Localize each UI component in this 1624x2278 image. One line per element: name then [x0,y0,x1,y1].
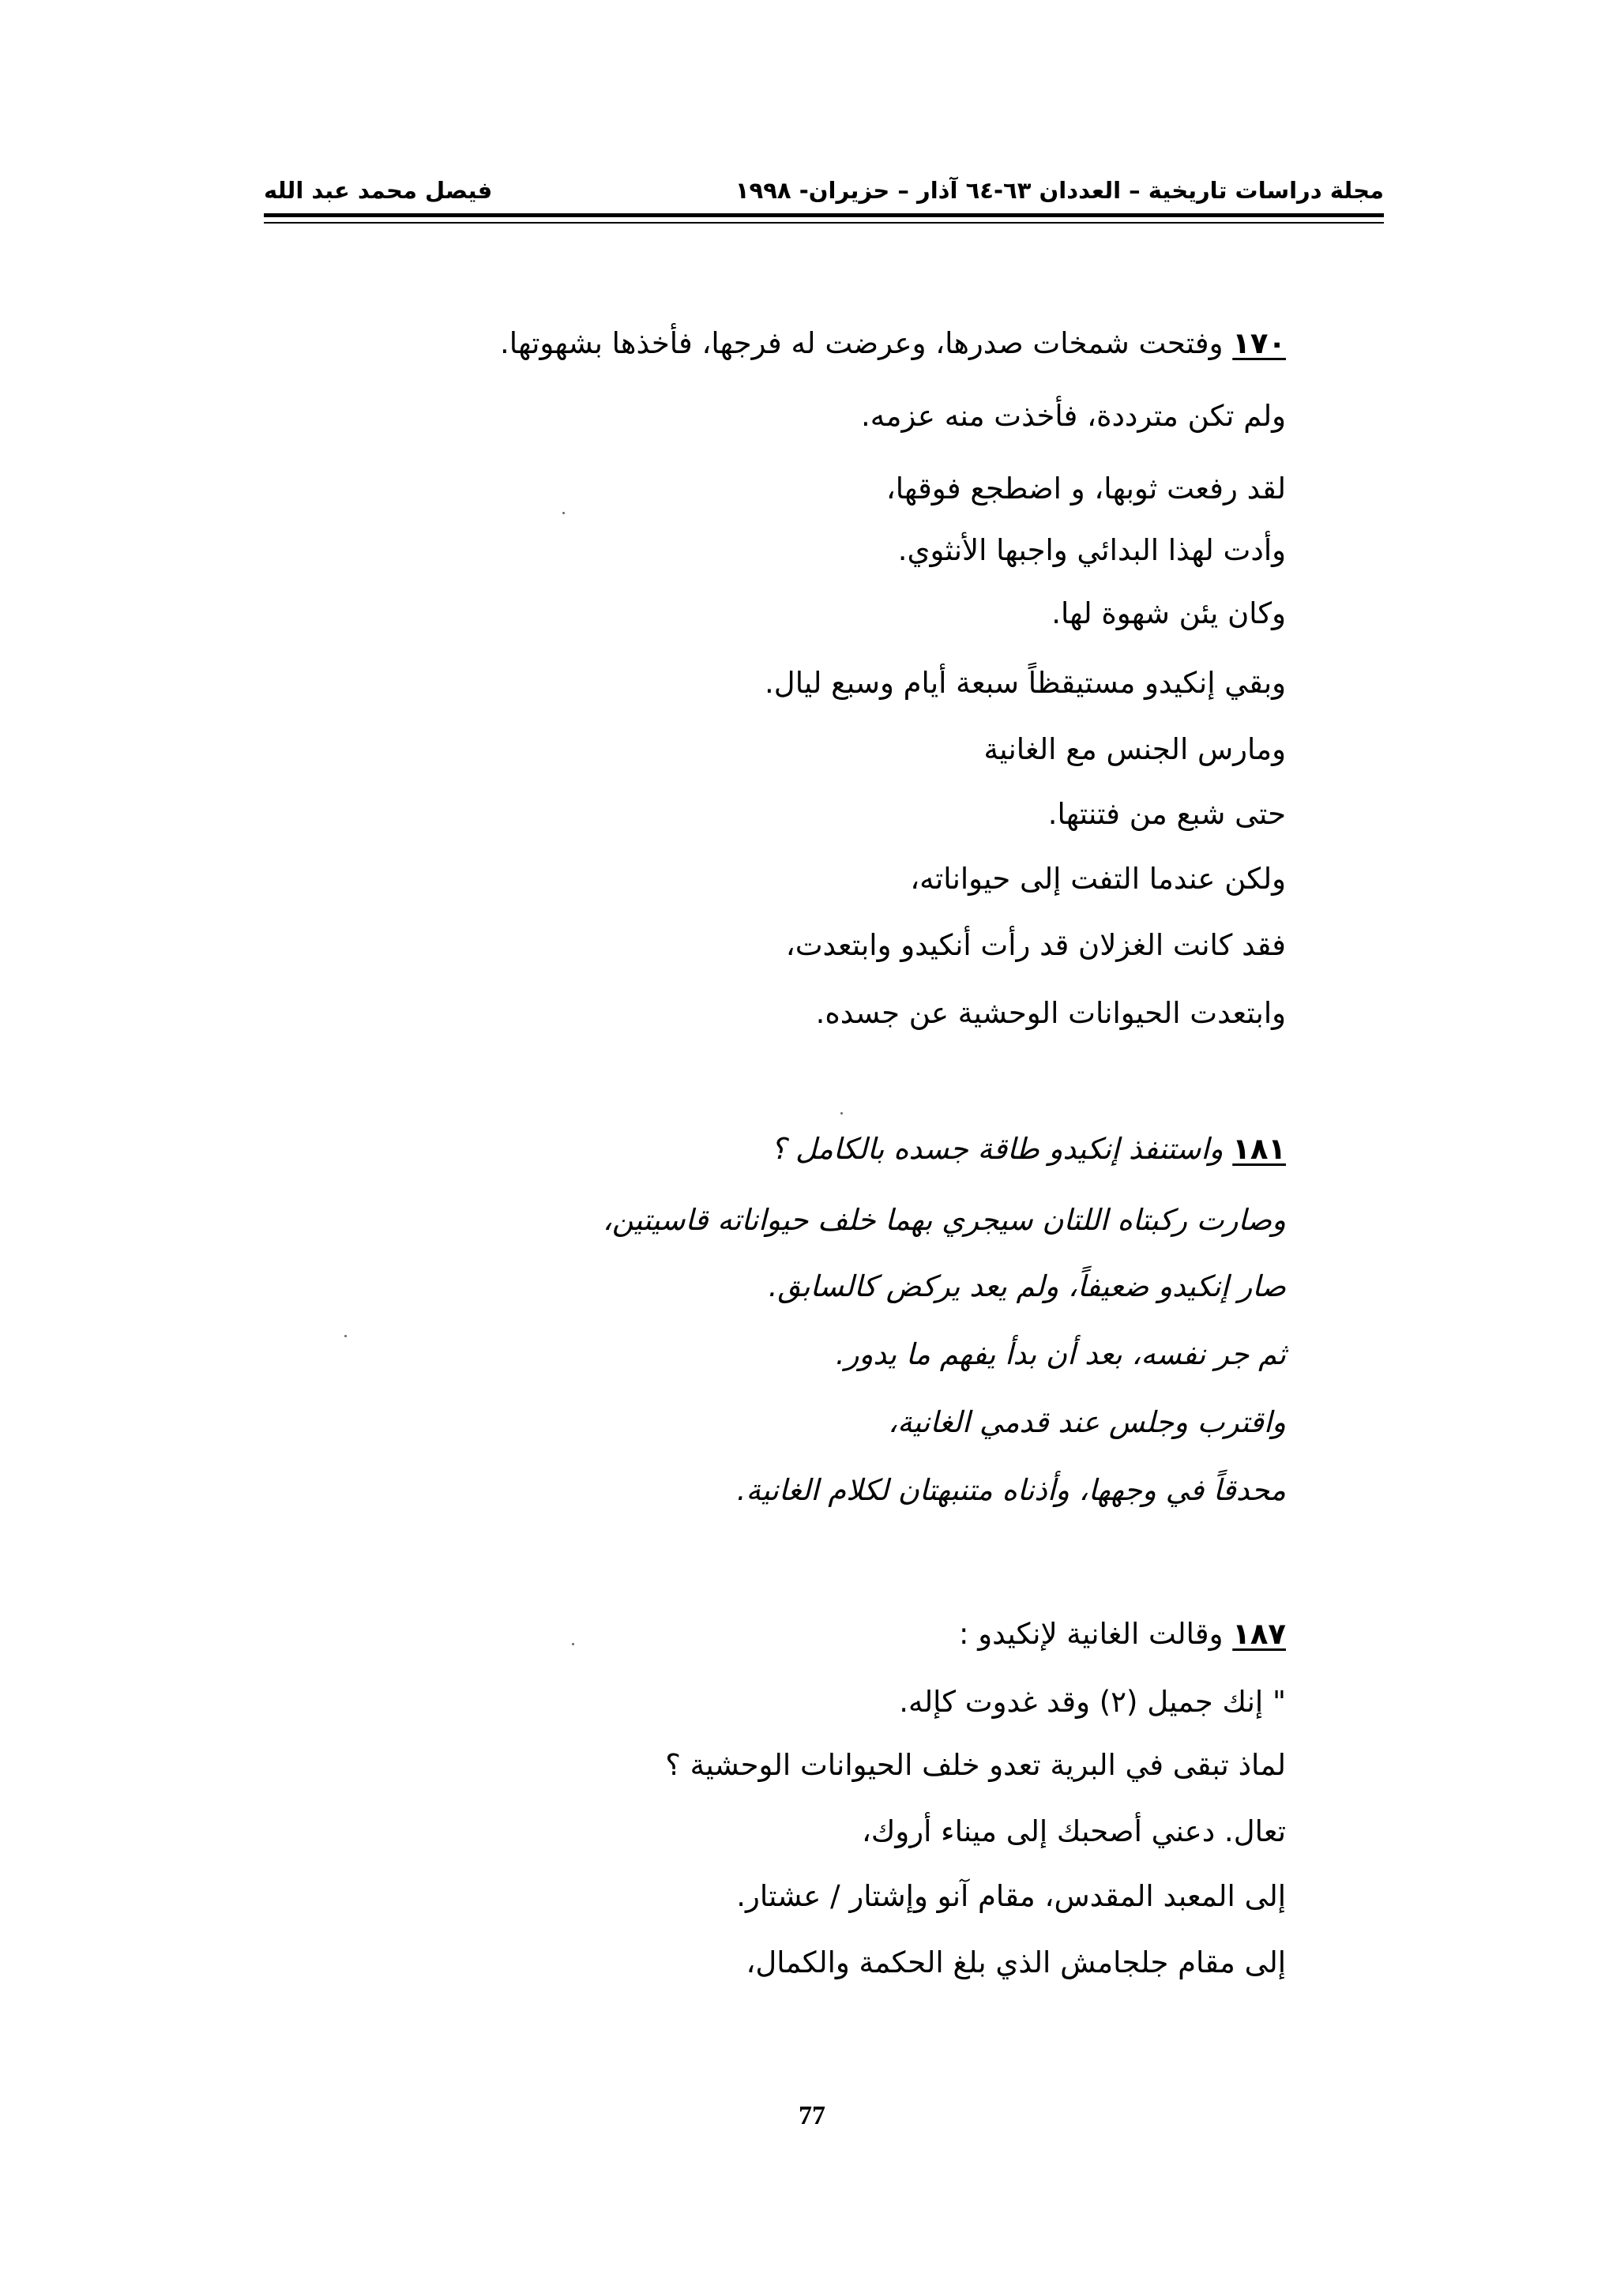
verse-line: وبقي إنكيدو مستيقظاً سبعة أيام وسبع ليال. [765,666,1286,700]
verse-line: لقد رفعت ثوبها، و اضطجع فوقها، [885,472,1286,506]
author-name: فيصل محمد عبد الله [264,177,493,204]
scan-speck [344,1335,347,1337]
verse-line: وكان يئن شهوة لها. [1051,596,1286,630]
verse-line: فقد كانت الغزلان قد رأت أنكيدو وابتعدت، [785,928,1286,962]
verse-number: ١٧٠ [1232,326,1286,360]
verse-line: وابتعدت الحيوانات الوحشية عن جسده. [815,996,1286,1030]
verse-line: ومارس الجنس مع الغانية [983,732,1286,766]
verse-line: ١٨٧ وقالت الغانية لإنكيدو : [959,1617,1286,1651]
verse-line: محدقاً في وجهها، وأذناه متنبهتان لكلام الغانية. [736,1473,1286,1507]
verse-line: لماذ تبقى في البرية تعدو خلف الحيوانات الوحشية ؟ [665,1748,1286,1782]
verse-line: " إنك جميل (٢) وقد غدوت كإله. [899,1685,1286,1719]
verse-line: حتى شبع من فتنتها. [1047,797,1286,831]
scan-speck [840,1112,843,1115]
running-header [264,177,1384,212]
verse-line: ١٨١ واستنفذ إنكيدو طاقة جسده بالكامل ؟ [770,1132,1286,1166]
verse-line: وصارت ركبتاه اللتان سيجري بهما خلف حيواناته قاسيتين، [602,1203,1286,1237]
verse-number: ١٨٧ [1232,1617,1286,1651]
header-rule-thin [264,222,1384,224]
verse-line: صار إنكيدو ضعيفاً، ولم يعد يركض كالسابق. [768,1269,1286,1303]
verse-line: ولم تكن مترددة، فأخذت منه عزمه. [861,399,1286,433]
page-number: 77 [799,2101,825,2130]
verse-line: تعال. دعني أصحبك إلى ميناء أروك، [861,1814,1286,1848]
scan-speck [562,512,565,514]
verse-line: إلى مقام جلجامش الذي بلغ الحكمة والكمال، [746,1945,1286,1979]
verse-line: وأدت لهذا البدائي واجبها الأنثوي. [897,533,1286,567]
scan-speck [572,1643,574,1645]
journal-title: مجلة دراسات تاريخية – العددان ٦٣-٦٤ آذار – حزيران- ١٩٩٨ [735,177,1384,204]
verse-line: ولكن عندما التفت إلى حيواناته، [910,862,1286,896]
verse-number: ١٨١ [1232,1132,1286,1166]
verse-line: ثم جر نفسه، بعد أن بدأ يفهم ما يدور. [835,1337,1286,1371]
verse-line: ١٧٠ وفتحت شمخات صدرها، وعرضت له فرجها، فأخذها بشهوتها. [500,326,1286,360]
verse-line: واقترب وجلس عند قدمي الغانية، [888,1405,1286,1439]
header-rule-thick [264,213,1384,217]
verse-line: إلى المعبد المقدس، مقام آنو وإشتار / عشتار. [736,1879,1286,1913]
